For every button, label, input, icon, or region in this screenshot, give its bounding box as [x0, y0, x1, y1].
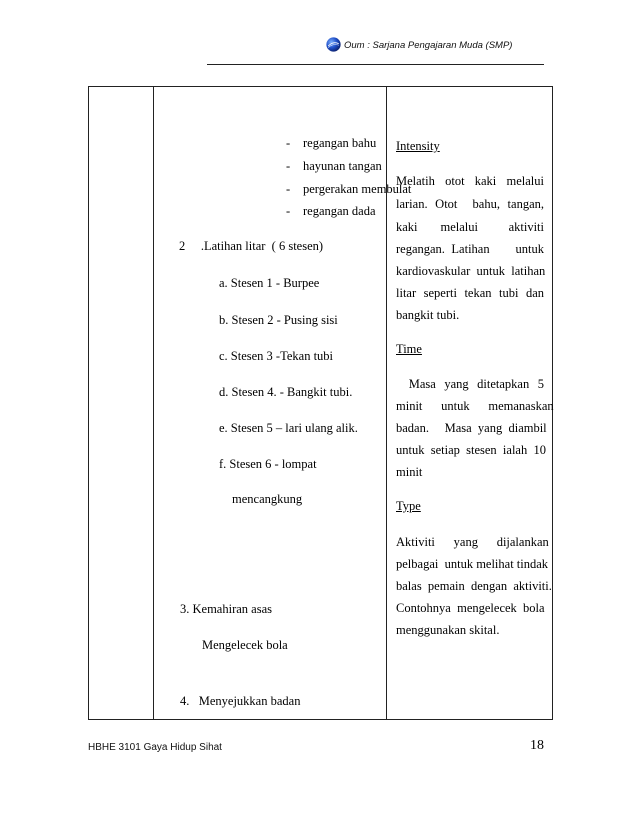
header-title: Oum : Sarjana Pengajaran Muda (SMP): [344, 40, 513, 51]
type-text-line: Aktiviti yang dijalankan: [396, 535, 549, 549]
type-text-line: menggunakan skital.: [396, 623, 500, 637]
time-heading: Time: [396, 342, 422, 356]
bullet-marker: -: [286, 182, 291, 196]
station-item: b. Stesen 2 - Pusing sisi: [219, 313, 338, 327]
intensity-text-line: kardiovaskular untuk latihan: [396, 264, 546, 278]
type-text-line: Contohnya mengelecek bola: [396, 601, 545, 615]
page-header: [0, 0, 638, 80]
station-item: c. Stesen 3 -Tekan tubi: [219, 349, 334, 363]
type-heading: Type: [396, 499, 421, 513]
intensity-text-line: litar seperti tekan tubi dan: [396, 286, 544, 300]
notes-cell: [387, 87, 553, 720]
page-number: 18: [530, 738, 544, 753]
lesson-table: [88, 86, 553, 720]
time-text-line: minit untuk memanaskan: [396, 399, 554, 413]
intensity-text-line: bangkit tubi.: [396, 308, 460, 322]
basic-skill-heading: 3. Kemahiran asas: [180, 602, 272, 616]
time-text-line: untuk setiap stesen ialah 10: [396, 443, 546, 457]
station-item: a. Stesen 1 - Burpee: [219, 276, 320, 290]
header-divider: [207, 64, 544, 65]
station-item: d. Stesen 4. - Bangkit tubi.: [219, 385, 353, 399]
time-text-line: badan. Masa yang diambil: [396, 421, 547, 435]
station-item: e. Stesen 5 – lari ulang alik.: [219, 421, 358, 435]
intensity-text-line: larian. Otot bahu, tangan,: [396, 197, 544, 211]
bullet-marker: -: [286, 204, 291, 218]
type-text-line: balas pemain dengan aktiviti.: [396, 579, 552, 593]
intensity-heading: Intensity: [396, 139, 440, 153]
station-item: f. Stesen 6 - lompat: [219, 457, 317, 471]
footer-course-title: HBHE 3101 Gaya Hidup Sihat: [88, 742, 222, 753]
bullet-item: regangan dada: [303, 204, 376, 218]
bullet-item: regangan bahu: [303, 136, 377, 150]
bullet-item: hayunan tangan: [303, 159, 382, 173]
basic-skill-item: Mengelecek bola: [202, 638, 288, 652]
intensity-text-line: kaki melalui aktiviti: [396, 220, 544, 234]
blank-column-cell: [89, 87, 154, 720]
bullet-marker: -: [286, 136, 291, 150]
oum-logo-icon: [326, 37, 341, 52]
time-text-line: minit: [396, 465, 423, 479]
type-text-line: pelbagai untuk melihat tindak: [396, 557, 549, 571]
intensity-text-line: regangan. Latihan untuk: [396, 242, 544, 256]
time-text-line: Masa yang ditetapkan 5: [396, 377, 544, 391]
intensity-text-line: Melatih otot kaki melalui: [396, 174, 544, 188]
circuit-training-heading: 2 .Latihan litar ( 6 stesen): [179, 239, 324, 253]
station-item-continued: mencangkung: [232, 492, 303, 506]
cooldown-heading: 4. Menyejukkan badan: [180, 694, 301, 708]
bullet-marker: -: [286, 159, 291, 173]
bullet-item: pergerakan membulat: [303, 182, 412, 196]
